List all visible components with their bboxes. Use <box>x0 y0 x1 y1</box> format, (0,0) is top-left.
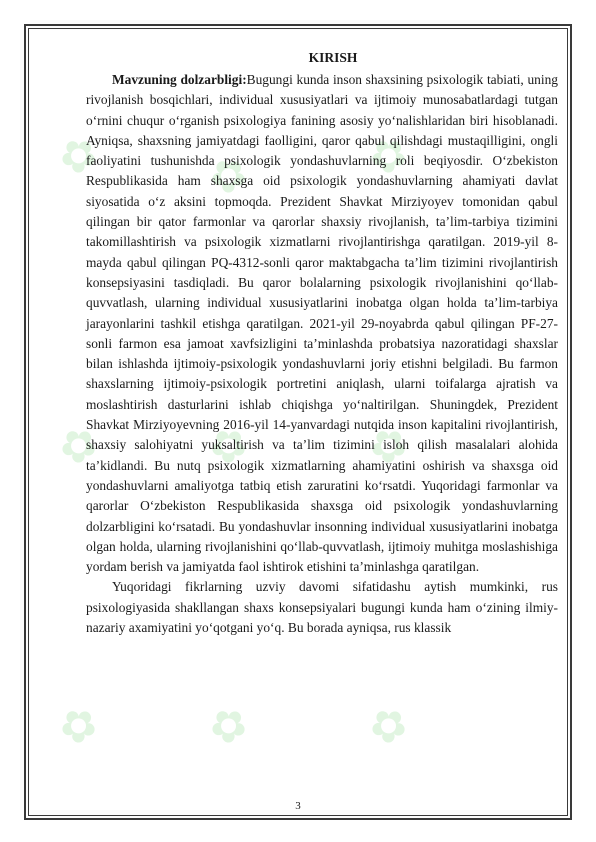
paragraph-continuation: Yuqoridagi fikrlarning uzviy davomi sifatidashu aytish mumkinki, rus psixologiyasida shakllangan shaxs konsepsiyalari bugungi kunda ham o‘zining ilmiy-nazariy axamiyatini yo‘qotgani yo‘q. Bu borada ayniqsa, rus klassik <box>86 579 558 636</box>
watermark: ✿ <box>198 143 260 208</box>
watermark: ✿ <box>198 693 260 758</box>
watermark: ✿ <box>358 413 420 478</box>
watermark: ✿ <box>198 413 260 478</box>
document-body <box>86 48 558 638</box>
section-heading: KIRISH <box>308 50 358 65</box>
watermark: ✿ <box>48 123 110 188</box>
relevance-label: Mavzuning dolzarbligi: <box>112 72 247 87</box>
watermark: ✿ <box>48 693 110 758</box>
watermark: ✿ <box>358 693 420 758</box>
watermark: ✿ <box>48 413 110 478</box>
paragraph-text: Bugungi kunda inson shaxsining psixologik tabiati, uning rivojlanish bosqichlari, individual xususiyatlari va ijtimoiy munosabatlardagi tutgan o‘rnini chuqur o‘rganish psixologiya fanining asosiy yo‘nalishlaridan biri hisoblanadi. Ayniqsa, shaxsning jamiyatdagi faolligini, qaror qabul qilishdagi mustaqilligini, ongli faoliyatini tushunishda psixologik yondashuvlarning roli beqiyosdir. O‘zbekiston Respublikasida ham shaxsga oid psixologik yondashuvlarning ahamiyati davlat siyosatida o‘z aksini topmoqda. Prezident Shavkat Mirziyoyev tomonidan qabul qilingan bir qator farmonlar va qarorlar shaxsiy rivojlanish, ta’lim-tarbiya tizimini takomillashtirish va psixologik xizmatlarni rivojlantirishga qaratilgan. 2019-yil 8-mayda qabul qilingan PQ-4312-sonli qaror maktabgacha ta’lim tizimini rivojlantirish konsepsiyasini tasdiqladi. Bu qaror bolalarning psixologik rivojlanishini qo‘llab-quvvatlash, ularning individual xususiyatlarini inobatga olgan holda ta’lim-tarbiya jarayonlarini tashkil etishga qaratilgan. 2021-yil 29-noyabrda qabul qilingan PF-27-sonli farmon esa jamoat xavfsizligini ta’minlashda probatsiya nazoratidagi shaxslar bilan ishlashda ijtimoiy-psixologik yondashuvlarni joriy etishni belgiladi. Bu farmon shaxslarning ijtimoiy-psixologik portretini aniqlash, ularni toifalarga ajratish va moslashtirish dasturlarini ishlab chiqishga yo‘naltirilgan. Shuningdek, Prezident Shavkat Mirziyoyevning 2016-yil 14-yanvardagi nutqida inson kapitalini rivojlantirish, shaxsiy salohiyatni yuksaltirish va ta’lim tizimini isloh qilish masalalari alohida ta’kidlandi. Bu nutq psixologik xizmatlarning ahamiyatini oshirish va shaxsga oid yondashuvlarni amaliyotga tatbiq etish zaruratini ko‘rsatdi. Yuqoridagi farmonlar va qarorlar O‘zbekiston Respublikasida shaxsga oid psixologik yondashuvlarning dolzarbligini ko‘rsatadi. Bu yondashuvlar insonning individual xususiyatlarini inobatga olgan holda, ularning rivojlanishini qo‘llab-quvvatlash, ijtimoiy muhitga moslashishiga yordam berish va jamiyatda faol ishtirok etishini ta’minlashga qaratilgan. <box>86 72 558 575</box>
watermark: ✿ <box>358 123 420 188</box>
paragraph-relevance <box>86 70 558 577</box>
page-number: 3 <box>295 800 301 812</box>
